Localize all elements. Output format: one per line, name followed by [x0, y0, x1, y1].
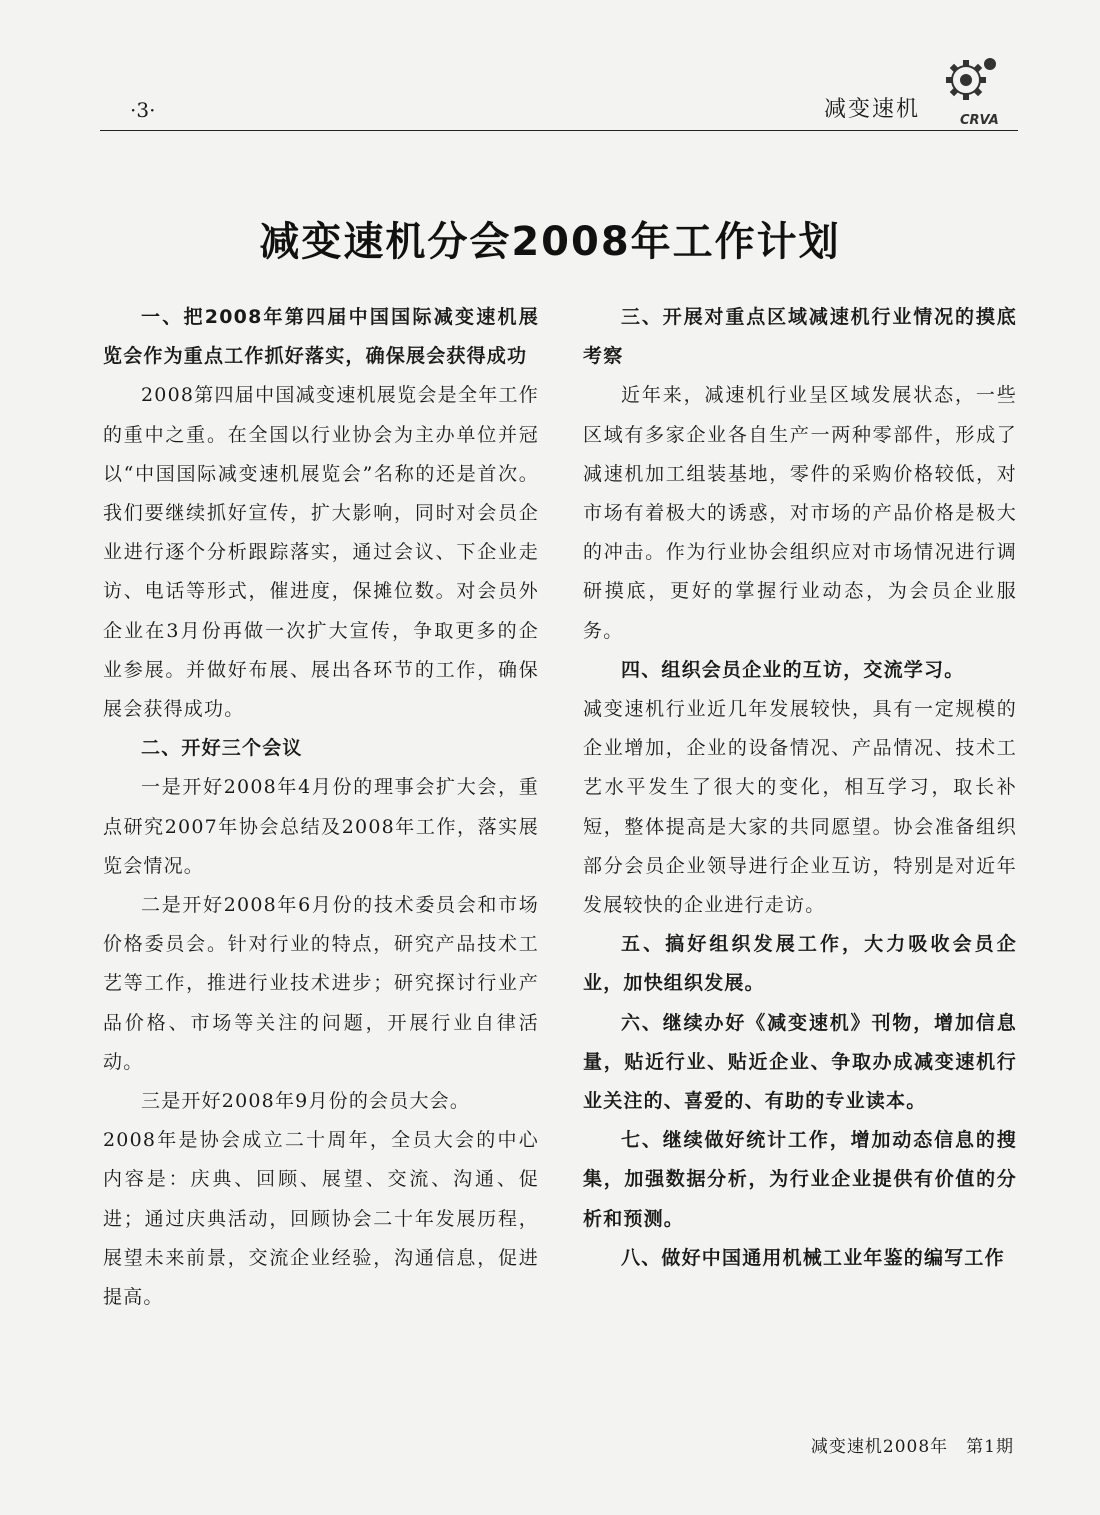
section-heading: 四、组织会员企业的互访，交流学习。 [621, 658, 965, 681]
page-header [100, 90, 1020, 130]
journal-name: 减变速机 [823, 97, 920, 122]
section-heading: 八、做好中国通用机械工业年鉴的编写工作 [621, 1246, 1005, 1269]
page-number: ·3· [130, 98, 156, 122]
section-heading: 三、开展对重点区域减速机行业情况的摸底考察 [583, 306, 1017, 368]
article-title: 减变速机分会2008年工作计划 [259, 219, 841, 265]
svg-text:CRVA: CRVA [960, 113, 999, 128]
paragraph: 2008第四届中国减变速机展览会是全年工作的重中之重。在全国以行业协会为主办单位并冠以“中国国际减变速机展览会”名称的还是首次。我们要继续抓好宣传，扩大影响，同时对会员企业进行逐个分析跟踪落实，通过会议、下企业走访、电话等形式，催进度，保摊位数。对会员外企业在3月份再做一次扩大宣传，争取更多的企业参展。并做好布展、展出各环节的工作，确保展会获得成功。 [103, 384, 539, 721]
section-heading: 二、开好三个会议 [141, 737, 303, 760]
right-column [583, 298, 1017, 1278]
paragraph: 二是开好2008年6月份的技术委员会和市场价格委员会。针对行业的特点，研究产品技术工艺等工作，推进行业技术进步；研究探讨行业产品价格、市场等关注的问题，开展行业自律活动。 [103, 894, 539, 1073]
paragraph: 一是开好2008年4月份的理事会扩大会，重点研究2007年协会总结及2008年工作，落实展览会情况。 [103, 776, 539, 877]
section-heading: 一、把2008年第四届中国国际减变速机展览会作为重点工作抓好落实，确保展会获得成功 [103, 306, 539, 368]
section-heading: 六、继续办好《减变速机》刊物，增加信息量，贴近行业、贴近企业、争取办成减变速机行业关注的、喜爱的、有助的专业读本。 [583, 1011, 1017, 1113]
section-heading: 五、搞好组织发展工作，大力吸收会员企业，加快组织发展。 [583, 933, 1017, 995]
left-column [103, 298, 539, 1317]
section-heading: 七、继续做好统计工作，增加动态信息的搜集，加强数据分析，为行业企业提供有价值的分析和预测。 [583, 1129, 1017, 1230]
paragraph: 近年来，减速机行业呈区域发展状态，一些区域有多家企业各自生产一两种零部件，形成了减速机加工组装基地，零件的采购价格较低，对市场有着极大的诱惑，对市场的产品价格是极大的冲击。作为行业协会组织应对市场情况进行调研摸底，更好的掌握行业动态，为会员企业服务。 [583, 384, 1017, 642]
page-footer: 减变速机2008年 第1期 [810, 1437, 1014, 1457]
header-rule [100, 130, 1018, 131]
paragraph: 三是开好2008年9月份的会员大会。 [141, 1090, 471, 1113]
crva-logo-icon [930, 50, 1010, 130]
paragraph: 2008年是协会成立二十周年，全员大会的中心内容是：庆典、回顾、展望、交流、沟通、促进；通过庆典活动，回顾协会二十年发展历程，展望未来前景，交流企业经验，沟通信息，促进提高。 [103, 1129, 539, 1309]
paragraph: 减变速机行业近几年发展较快，具有一定规模的企业增加，企业的设备情况、产品情况、技术工艺水平发生了很大的变化，相互学习，取长补短，整体提高是大家的共同愿望。协会准备组织部分会员企业领导进行企业互访，特别是对近年发展较快的企业进行走访。 [583, 698, 1017, 917]
